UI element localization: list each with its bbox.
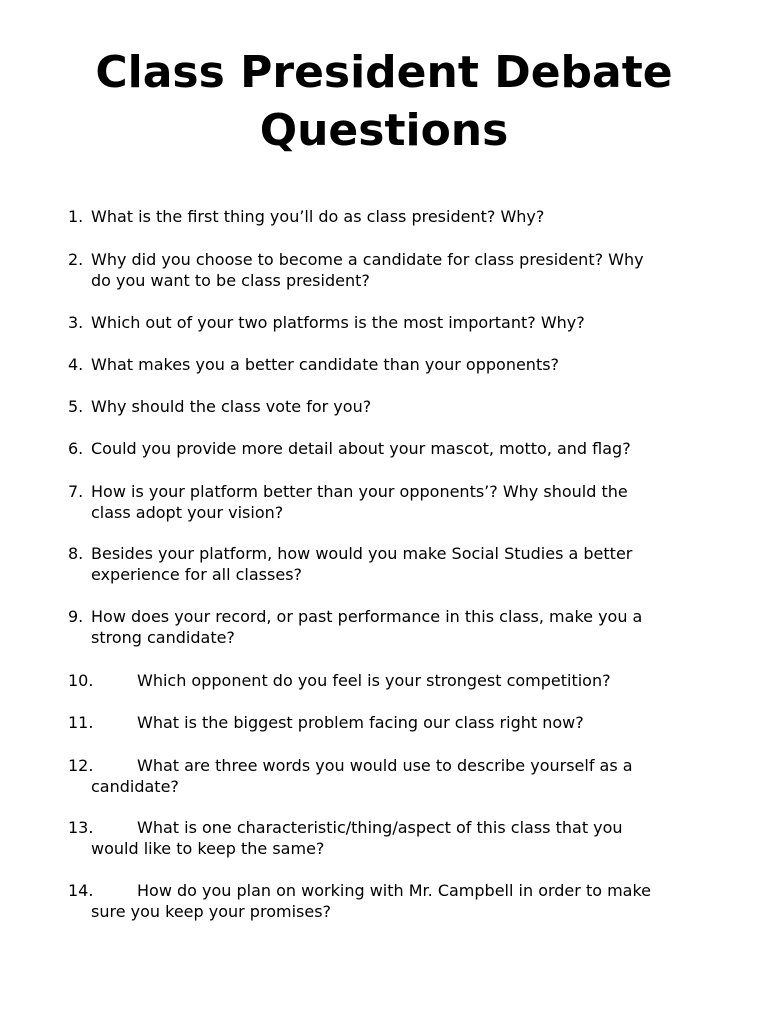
question-text: How is your platform better than your opponents’? Why should the <box>91 482 628 501</box>
question-text: Which opponent do you feel is your strongest competition? <box>137 671 611 690</box>
question-text: How does your record, or past performance in this class, make you a <box>91 607 643 626</box>
question-number: 1. <box>68 207 84 226</box>
question-text: What is one characteristic/thing/aspect of this class that you <box>137 818 623 837</box>
question-text: Besides your platform, how would you make Social Studies a better <box>91 544 633 563</box>
question-text: How do you plan on working with Mr. Campbell in order to make <box>137 881 652 900</box>
question-text: Could you provide more detail about your mascot, motto, and flag? <box>91 439 631 458</box>
question-text: What is the first thing you’ll do as class president? Why? <box>91 207 545 226</box>
question-number: 12. <box>68 756 94 775</box>
question-text: Why should the class vote for you? <box>91 397 372 416</box>
question-number: 3. <box>68 313 84 332</box>
question-text-continued: strong candidate? <box>91 628 235 647</box>
question-text-continued: do you want to be class president? <box>91 271 370 290</box>
question-number: 5. <box>68 397 84 416</box>
question-number: 8. <box>68 544 84 563</box>
question-number: 14. <box>68 881 94 900</box>
question-text: What is the biggest problem facing our class right now? <box>137 713 584 732</box>
question-text: What makes you a better candidate than your opponents? <box>91 355 560 374</box>
question-number: 7. <box>68 482 84 501</box>
question-number: 2. <box>68 250 84 269</box>
question-number: 6. <box>68 439 84 458</box>
question-text-continued: experience for all classes? <box>91 565 303 584</box>
question-number: 11. <box>68 713 94 732</box>
question-number: 9. <box>68 607 84 626</box>
question-text-continued: would like to keep the same? <box>91 839 325 858</box>
question-number: 4. <box>68 355 84 374</box>
title-line-1: Class President Debate <box>95 47 673 98</box>
question-text: Which out of your two platforms is the most important? Why? <box>91 313 585 332</box>
question-text: Why did you choose to become a candidate for class president? Why <box>91 250 644 269</box>
question-number: 13. <box>68 818 94 837</box>
title-line-2: Questions <box>259 105 509 156</box>
question-text-continued: sure you keep your promises? <box>91 902 332 921</box>
question-text-continued: candidate? <box>91 777 179 796</box>
question-text-continued: class adopt your vision? <box>91 503 284 522</box>
question-text: What are three words you would use to describe yourself as a <box>137 756 633 775</box>
question-number: 10. <box>68 671 94 690</box>
